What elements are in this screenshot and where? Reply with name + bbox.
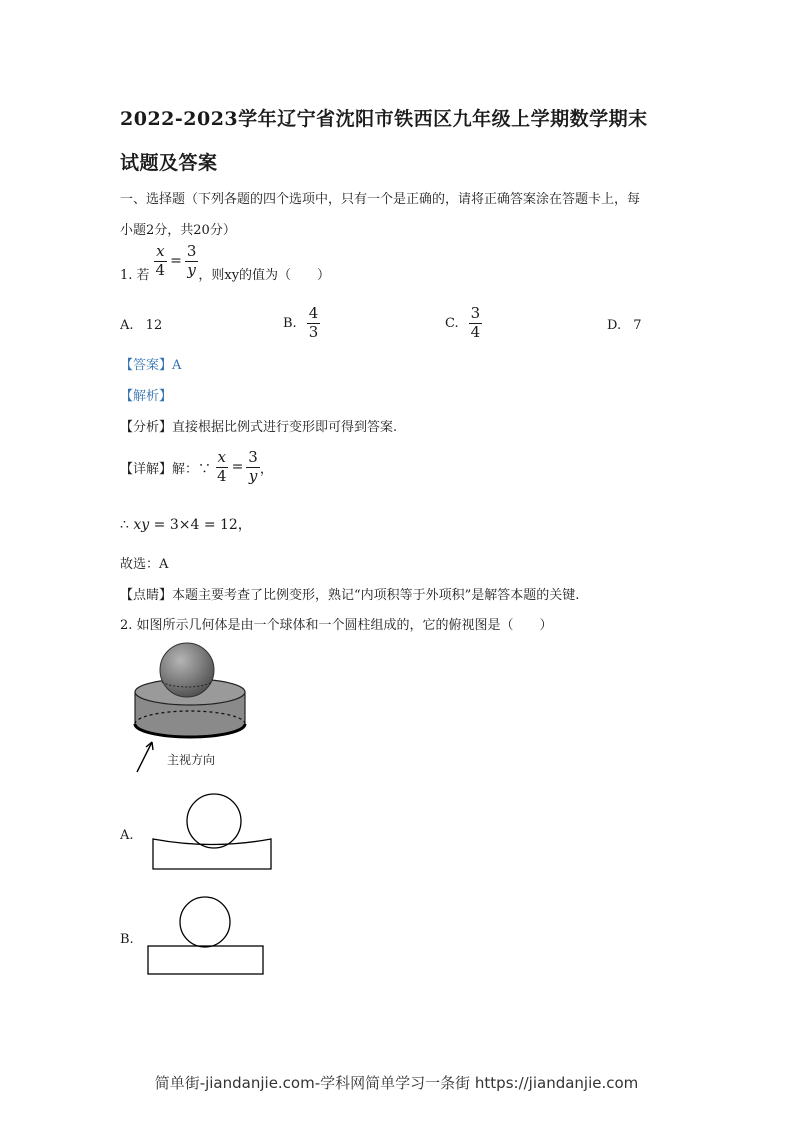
q1-frac-den-right: y: [187, 260, 196, 279]
q1-option-b-num: 4: [308, 304, 319, 322]
page-title-line1: 2022-2023学年辽宁省沈阳市铁西区九年级上学期数学期末: [120, 108, 648, 130]
q1-therefore-rest: = 3×4 = 12，: [149, 517, 252, 533]
sphere-shape: [160, 643, 214, 697]
q1-option-b-den: 3: [308, 322, 319, 341]
q1-option-c-den: 4: [470, 322, 481, 341]
q1-solution-fraction-left: [215, 450, 229, 485]
q1-solution-equals: =: [231, 459, 244, 476]
q1-option-c: [445, 306, 482, 341]
question-1-stem: [120, 242, 331, 285]
q1-option-c-fraction: [469, 306, 483, 341]
q1-solution-num-left: x: [217, 448, 227, 466]
q1-solution-den-left: 4: [217, 466, 227, 485]
q1-solution-den-right: y: [248, 466, 258, 485]
q1-solution-fraction-right: [246, 450, 260, 485]
q2-option-b-figure: [145, 895, 267, 977]
q1-xiangjie-prefix: 【详解】解：∵: [120, 461, 212, 477]
page-footer: 简单街-jiandanjie.com-学科网简单学习一条街 https://jiandanjie.com: [154, 1074, 639, 1092]
q1-therefore-line: [120, 514, 252, 534]
view-direction-arrow: [137, 742, 153, 772]
q1-option-c-num: 3: [470, 304, 481, 322]
q1-equals: =: [170, 253, 182, 270]
q1-option-d: [607, 318, 642, 333]
option-a-base: [153, 839, 271, 869]
q1-option-b-fraction: [307, 306, 321, 341]
q1-option-a: [120, 318, 162, 333]
q1-fraction-right: [185, 244, 199, 279]
q1-choose: 故选：A: [120, 557, 169, 572]
q1-frac-num: x: [156, 242, 165, 260]
option-a-circle: [187, 794, 241, 848]
q2-option-a-label: A.: [120, 828, 134, 843]
q2-direction-label: 主视方向: [167, 753, 216, 767]
q1-option-a-text: 12: [145, 318, 163, 333]
q2-option-a-figure: [148, 792, 276, 872]
q1-option-c-label: C.: [445, 315, 459, 331]
q1-option-b-label: B.: [283, 315, 297, 331]
q1-frac-den: 4: [155, 260, 166, 279]
option-b-base: [148, 946, 263, 974]
q1-answer: 【答案】A: [120, 358, 182, 373]
question-2-stem: 2. 如图所示几何体是由一个球体和一个圆柱组成的，它的俯视图是（ ）: [120, 618, 553, 633]
page-title-line2: 试题及答案: [120, 152, 218, 174]
q1-option-d-text: 7: [633, 318, 642, 333]
q1-xiangjie-suffix: ，: [259, 461, 273, 477]
q1-equation: [154, 244, 199, 279]
q1-option-b: [283, 306, 320, 341]
option-b-circle: [180, 897, 230, 947]
q1-prefix: 1. 若: [120, 267, 150, 283]
q1-detailed-solution: [120, 450, 273, 485]
q1-solution-num-right: 3: [248, 448, 258, 466]
q1-option-a-label: A.: [120, 318, 134, 333]
section-heading-line2: 小题2分，共20分）: [120, 223, 236, 238]
q1-therefore-expr: xy: [133, 517, 150, 533]
q1-suffix: ，则xy的值为（ ）: [198, 267, 331, 283]
q1-frac-num-right: 3: [186, 242, 197, 260]
q1-fraction-left: [154, 244, 168, 279]
q1-fenxi: 【分析】直接根据比例式进行变形即可得到答案.: [120, 420, 398, 435]
q1-therefore-symbol: ∴: [120, 517, 129, 533]
section-heading-line1: 一、选择题（下列各题的四个选项中，只有一个是正确的，请将正确答案涂在答题卡上，每: [120, 192, 641, 207]
q1-analysis-label: 【解析】: [120, 389, 173, 404]
q2-option-b-label: B.: [120, 932, 134, 947]
q1-dianjing: 【点睛】本题主要考查了比例变形，熟记“内项积等于外项积”是解答本题的关键.: [120, 588, 580, 603]
q1-option-d-label: D.: [607, 318, 622, 333]
